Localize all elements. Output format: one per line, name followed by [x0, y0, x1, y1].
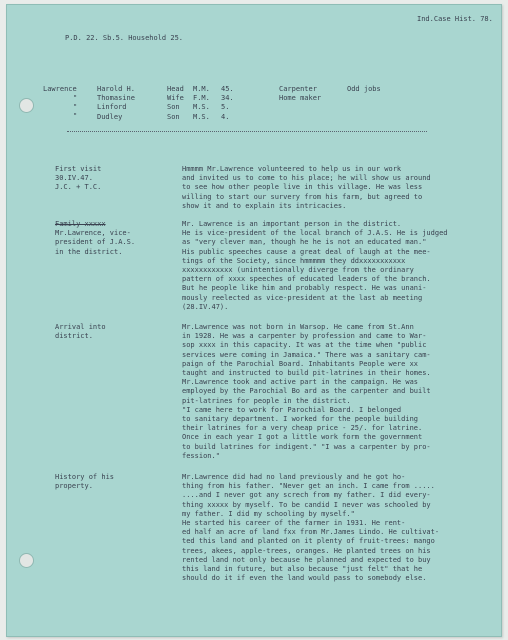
text-line: He is vice-president of the local branch of J.A.S. He is judged [182, 229, 448, 238]
text-line: and invited us to come to his place; he will show us around [182, 174, 431, 183]
text-line: this land in future, but also because "just felt" that he [182, 565, 423, 574]
text-line: to sanitary department. I worked for the people building [182, 415, 419, 424]
section-label-line: property. [55, 482, 93, 491]
text-line: my father. I did my schooling by myself." [182, 509, 355, 518]
text-line: trees, akees, apple-trees, oranges. He planted trees on his [182, 546, 431, 555]
household-status: F.M. [193, 94, 210, 103]
household-relation: Wife [167, 94, 184, 103]
household-row [97, 103, 397, 112]
section-text [182, 323, 500, 461]
text-line: He started his career of the farmer in 1931. He rent- [182, 519, 406, 528]
section-label [55, 473, 167, 491]
section-label-line: J.C. + T.C. [55, 183, 102, 192]
text-line: "I came here to work for Parochial Board. I belonged [182, 405, 402, 414]
text-line: taught and instructed to build pit-latrines in their homes. [182, 369, 431, 378]
section-label-line: 30.IV.47. [55, 174, 93, 183]
household-other [347, 94, 397, 103]
text-line: ed half an acre of land fxx from Mr.James Lindo. He cultivat- [182, 528, 440, 537]
text-line: mously reelected as vice-president at the last ab meeting [182, 293, 423, 302]
household-status: M.S. [193, 103, 210, 112]
section-text [182, 220, 500, 312]
household-name: Linford [97, 103, 127, 112]
text-line: willing to start our survery from his farm, but agreed to [182, 192, 423, 201]
section-label-line: History of his [55, 473, 115, 481]
household-other: Odd jobs [347, 85, 381, 93]
text-line: should do it if even the land would pass to somebody else. [182, 574, 427, 583]
text-line: tings of the Society, since hmmmmm they ddxxxxxxxxxxx [182, 256, 406, 265]
punch-hole [19, 553, 34, 568]
household-relation: Son [167, 103, 180, 112]
ditto-marks [73, 94, 77, 122]
household-members [97, 85, 397, 122]
section-label-line: Mr.Lawrence, vice- [55, 229, 131, 238]
text-line: Mr.Lawrence took and active part in the campaign. He was [182, 378, 419, 387]
section-label-line: Arrival into [55, 323, 106, 331]
household-name: Dudley [97, 112, 123, 121]
text-line: services were coming in Jamaica." There was a sanitary cam- [182, 350, 431, 359]
text-line: to build latrines for indigent." "I was a carpenter by pro- [182, 442, 431, 451]
section-label-line: district. [55, 332, 93, 341]
household-relation: Son [167, 112, 180, 121]
section-label [55, 165, 167, 193]
text-line: Mr.Lawrence did had no land previously and he got ho- [182, 473, 406, 481]
text-line: ted this land and planted on it plenty of fruit-trees: mango [182, 537, 435, 546]
ditto-mark: " [73, 94, 78, 102]
household-occupation [279, 113, 347, 122]
household-age: 4. [221, 112, 230, 121]
text-line: rented land not only because he planned and expected to buy [182, 555, 431, 564]
text-line: pit-latrines for people in the district. [182, 396, 351, 405]
text-line: in 1928. He was a carpenter by profession and came to War- [182, 332, 427, 341]
text-line: to see how other people live in this village. He was less [182, 183, 423, 192]
household-occupation [279, 103, 347, 112]
household-name: Thomasine [97, 94, 135, 103]
household-other [347, 113, 397, 122]
text-line: (28.IV.47). [182, 302, 229, 311]
household-age: 34. [221, 94, 234, 103]
household-age: 45. [221, 85, 234, 93]
section-label [55, 323, 167, 341]
ditto-mark: " [73, 112, 78, 121]
text-line: thing from his father. "Never get an inch. I came from ..... [182, 482, 435, 491]
dotted-divider [67, 131, 427, 132]
punch-hole [19, 98, 34, 113]
household-row [97, 113, 397, 122]
household-surname: Lawrence [43, 85, 77, 93]
text-line: Hmmmm Mr.Lawrence volunteered to help us in our work [182, 165, 402, 173]
section-label-line: Family xxxxx [55, 220, 106, 228]
text-line: their latrines for a very cheap price - 25/. for latrine. [182, 424, 423, 433]
household-occupation: Carpenter [279, 85, 317, 93]
household-table [97, 85, 397, 122]
text-line: xxxxxxxxxxxx (unintentionally diverge from the ordinary [182, 266, 414, 275]
section-label [55, 220, 167, 257]
household-relation: Head [167, 85, 184, 93]
text-line: show it and to explain its intricacies. [182, 201, 347, 210]
section-text [182, 165, 500, 211]
text-line: as "very clever man, though he he is not an educated man." [182, 238, 427, 247]
section-label-line: First visit [55, 165, 102, 173]
section-label-line: in the district. [55, 247, 123, 256]
text-line: But he people like him and probably respect. He was unani- [182, 284, 427, 293]
text-line: Mr.Lawrence was not born in Warsop. He came from St.Ann [182, 323, 414, 331]
text-line: ....and I never got any screch from my father. I did every- [182, 491, 431, 500]
document-page [6, 4, 502, 637]
text-line: Mr. Lawrence is an important person in the district. [182, 220, 402, 228]
text-line: Once in each year I got a little work form the government [182, 433, 423, 442]
household-status: M.M. [193, 85, 210, 93]
household-status: M.S. [193, 112, 210, 121]
text-line: employed by the Parochial Bo ard as the carpenter and built [182, 387, 431, 396]
household-name: Harold H. [97, 85, 135, 93]
text-line: pattern of xxxx speeches of educated leaders of the branch. [182, 275, 431, 284]
ditto-mark: " [73, 103, 78, 112]
case-reference: Ind.Case Hist. 78. [417, 15, 493, 23]
household-row [97, 94, 397, 103]
text-line: His public speeches cause a great deal of laugh at the mee- [182, 247, 431, 256]
household-age: 5. [221, 103, 230, 112]
section-text [182, 473, 500, 583]
text-line: sop xxxx in this capacity. It was at the time when "public [182, 341, 427, 350]
text-line: fession." [182, 451, 220, 460]
household-row [97, 85, 397, 94]
section-label-line: president of J.A.S. [55, 238, 136, 247]
text-line: paign of the Parochial Board. Inhabitants People were xx [182, 359, 419, 368]
household-occupation: Home maker [279, 94, 322, 103]
household-other [347, 103, 397, 112]
household-reference: P.D. 22. Sb.5. Household 25. [65, 34, 184, 42]
text-line: thing xxxxx by myself. To be candid I never was schooled by [182, 500, 431, 509]
